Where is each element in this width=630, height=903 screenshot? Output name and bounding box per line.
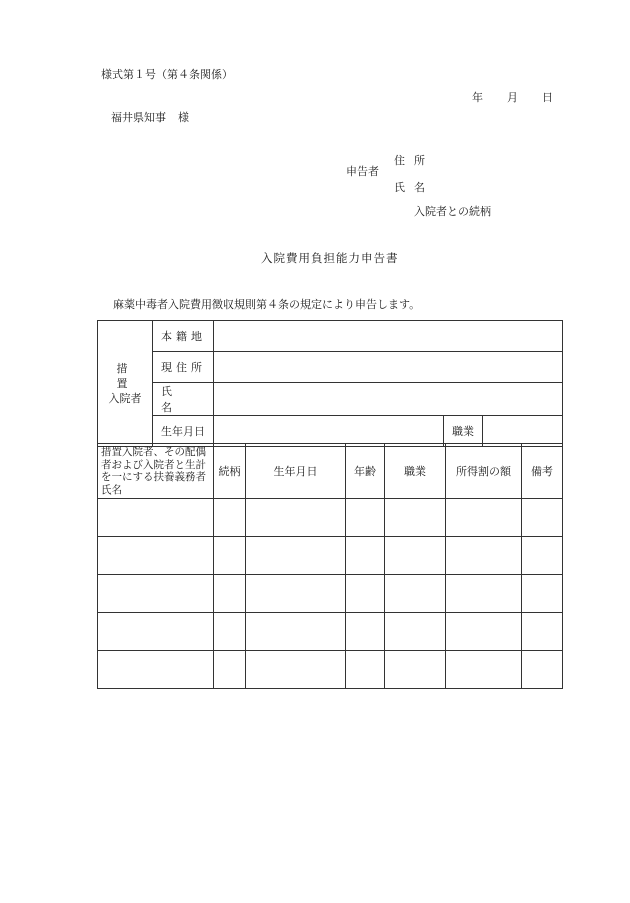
occupation-cell[interactable] [385,575,446,613]
table-row [98,575,563,613]
current-address-field[interactable] [214,352,563,383]
occupation-cell[interactable] [385,537,446,575]
addressee-name: 福井県知事 [111,111,166,124]
age-cell[interactable] [346,613,385,651]
declarant-name-label: 氏名 [394,181,434,194]
declarant-relationship-label: 入院者との続柄 [414,205,491,218]
income-tax-cell[interactable] [446,575,522,613]
relationship-cell[interactable] [214,575,246,613]
patient-name-label: 氏名 [153,383,214,416]
col-age: 年齢 [346,444,385,499]
birthdate-label: 生年月日 [153,416,214,447]
age-cell[interactable] [346,499,385,537]
birthdate-field[interactable] [214,416,444,447]
obligor-name-cell[interactable] [98,499,214,537]
income-tax-cell[interactable] [446,537,522,575]
income-tax-cell[interactable] [446,651,522,689]
obligor-name-cell[interactable] [98,613,214,651]
patient-info-table [97,320,563,447]
birthdate-cell[interactable] [246,613,346,651]
date-month-unit: 月 [507,91,518,104]
remarks-cell[interactable] [522,613,563,651]
patient-group-label-line1: 措置 [116,362,142,390]
declarant-address-label: 住所 [394,154,434,167]
birthdate-cell[interactable] [246,537,346,575]
table-row [98,651,563,689]
current-address-label: 現住所 [153,352,214,383]
support-description: 措置入院者、その配偶者および入院者と生計を一にする扶養義務者氏名 [98,444,214,499]
obligor-name-cell[interactable] [98,537,214,575]
domicile-field[interactable] [214,321,563,352]
remarks-cell[interactable] [522,651,563,689]
income-tax-cell[interactable] [446,613,522,651]
col-occupation: 職業 [385,444,446,499]
table-row [98,499,563,537]
col-relationship: 続柄 [214,444,246,499]
table-row [98,537,563,575]
remarks-cell[interactable] [522,575,563,613]
declarant-label: 申告者 [346,165,379,178]
relationship-cell[interactable] [214,651,246,689]
obligor-name-cell[interactable] [98,651,214,689]
age-cell[interactable] [346,537,385,575]
obligor-name-cell[interactable] [98,575,214,613]
addressee [111,109,189,125]
relationship-cell[interactable] [214,537,246,575]
birthdate-cell[interactable] [246,651,346,689]
income-tax-cell[interactable] [446,499,522,537]
col-remarks: 備考 [522,444,563,499]
support-obligors-table [97,443,563,689]
remarks-cell[interactable] [522,499,563,537]
col-income-tax: 所得割の額 [446,444,522,499]
patient-group-label-line2: 入院者 [108,392,142,405]
addressee-honorific: 様 [178,111,189,124]
date-year-unit: 年 [472,91,483,104]
document-title: 入院費用負担能力申告書 [261,251,399,265]
birthdate-cell[interactable] [246,575,346,613]
form-number: 様式第１号（第４条関係） [101,68,233,81]
patient-name-field[interactable] [214,383,563,416]
age-cell[interactable] [346,651,385,689]
remarks-cell[interactable] [522,537,563,575]
occupation-cell[interactable] [385,613,446,651]
date-day-unit: 日 [542,91,553,104]
occupation-field[interactable] [483,416,563,447]
occupation-cell[interactable] [385,651,446,689]
occupation-cell[interactable] [385,499,446,537]
intro-text: 麻薬中毒者入院費用徴収規則第４条の規定により申告します。 [113,298,421,311]
relationship-cell[interactable] [214,613,246,651]
relationship-cell[interactable] [214,499,246,537]
occupation-label: 職業 [444,416,483,447]
date-line [472,89,553,105]
table-row [98,613,563,651]
col-birthdate: 生年月日 [246,444,346,499]
age-cell[interactable] [346,575,385,613]
birthdate-cell[interactable] [246,499,346,537]
patient-group-label [98,321,153,447]
domicile-label: 本籍地 [153,321,214,352]
